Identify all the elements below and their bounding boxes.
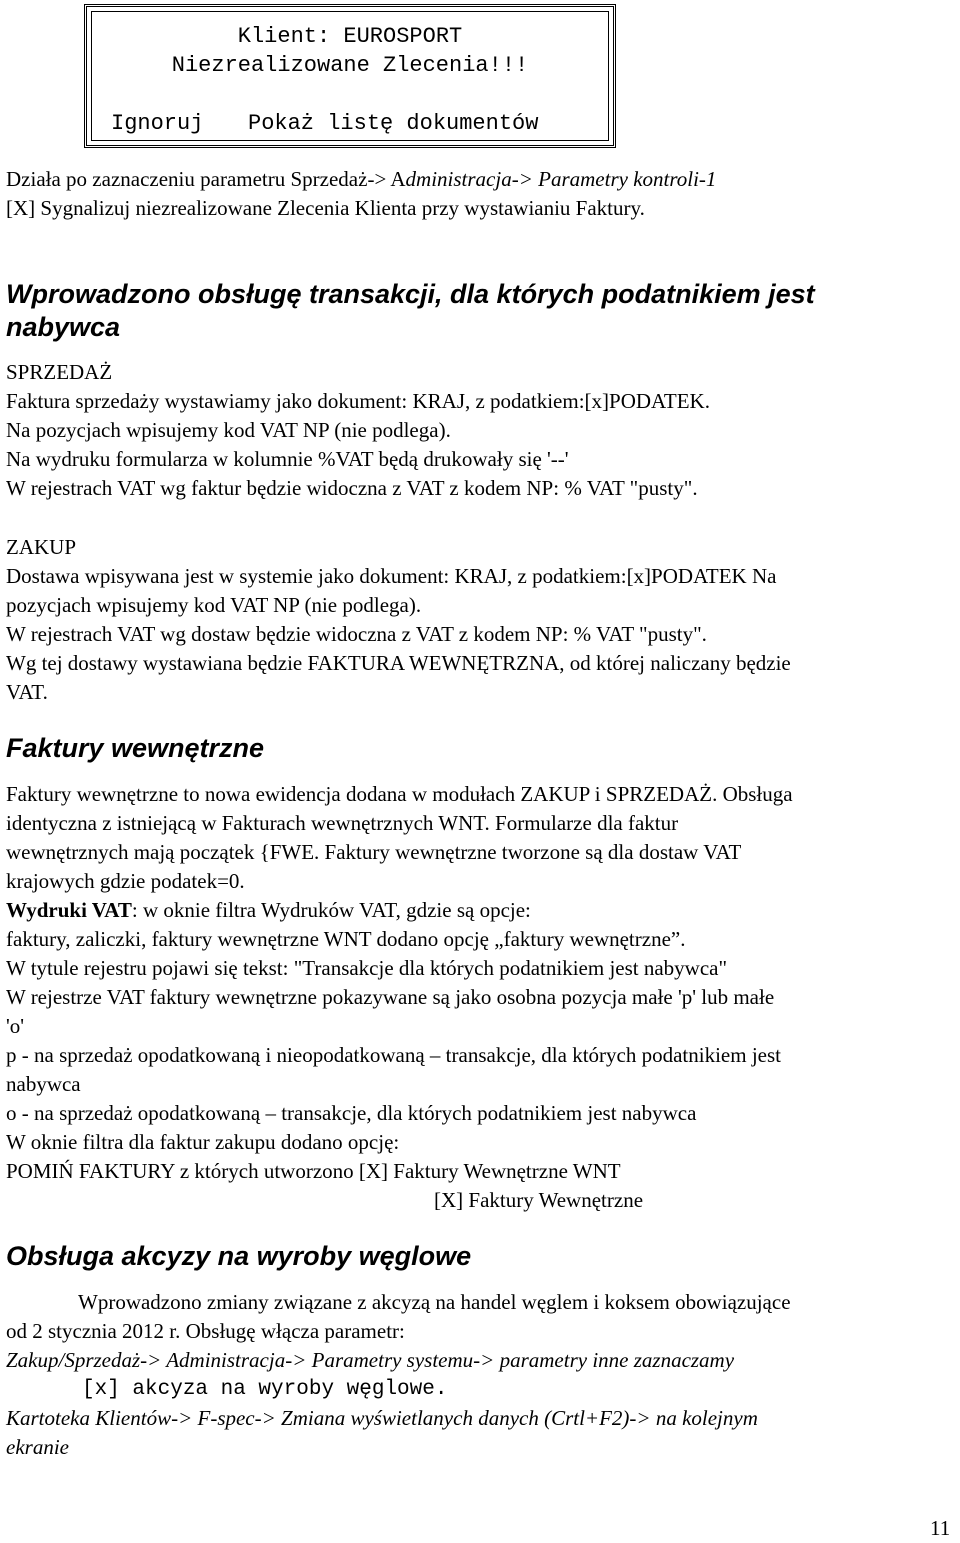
sale-label: SPRZEDAŻ (6, 360, 113, 384)
purchase-line: pozycjach wpisujemy kod VAT NP (nie podlega). (6, 593, 422, 617)
internal-line: Faktury wewnętrzne to nowa ewidencja dodana w modułach ZAKUP i SPRZEDAŻ. Obsługa (6, 782, 793, 806)
dialog-title-warning: Niezrealizowane Zlecenia!!! (171, 53, 529, 78)
dialog-box (84, 4, 616, 148)
internal-line: POMIŃ FAKTURY z których utworzono [X] Faktury Wewnętrzne WNT (6, 1159, 621, 1183)
page-number: 11 (930, 1516, 951, 1540)
sale-line: W rejestrach VAT wg faktur będzie widoczna z VAT z kodem NP: % VAT "pusty". (6, 476, 698, 500)
excise-customer-path: Kartoteka Klientów-> F-spec-> Zmiana wyświetlanych danych (Crtl+F2)-> na kolejnym (6, 1406, 758, 1430)
ignore-button[interactable]: Ignoruj (111, 111, 204, 136)
internal-line: o - na sprzedaż opodatkowaną – transakcje, dla których podatnikiem jest nabywca (6, 1101, 697, 1125)
internal-line: nabywca (6, 1072, 81, 1096)
intro-line-1 (6, 165, 716, 194)
excise-line: od 2 stycznia 2012 r. Obsługę włącza parametr: (6, 1319, 405, 1343)
excise-checkbox-option: [x] akcyza na wyroby węglowe. (82, 1378, 448, 1401)
excise-param-path: Zakup/Sprzedaż-> Administracja-> Parametry systemu-> parametry inne zaznaczamy (6, 1348, 735, 1372)
show-documents-button[interactable]: Pokaż listę dokumentów (248, 111, 539, 136)
dialog-title-client: Klient: EUROSPORT (237, 24, 463, 49)
excise-customer-path-cont: ekranie (6, 1435, 69, 1459)
internal-line: wewnętrznych mają początek {FWE. Faktury wewnętrzne tworzone są dla dostaw VAT (6, 840, 742, 864)
internal-line: W tytule rejestru pojawi się tekst: "Transakcje dla których podatnikiem jest nabywca" (6, 956, 728, 980)
purchase-line: W rejestrach VAT wg dostaw będzie widoczna z VAT z kodem NP: % VAT "pusty". (6, 622, 707, 646)
sale-line: Na wydruku formularza w kolumnie %VAT będą drukowały się '--' (6, 447, 569, 471)
intro-line-2: [X] Sygnalizuj niezrealizowane Zlecenia Klienta przy wystawianiu Faktury. (6, 196, 645, 220)
internal-line: p - na sprzedaż opodatkowaną i nieopodatkowaną – transakcje, dla których podatnikiem jest (6, 1043, 781, 1067)
internal-line: identyczna z istniejącą w Fakturach wewnętrznych WNT. Formularze dla faktur (6, 811, 679, 835)
section-heading-internal-invoices: Faktury wewnętrzne (6, 733, 265, 763)
purchase-line: Dostawa wpisywana jest w systemie jako dokument: KRAJ, z podatkiem:[x]PODATEK Na (6, 564, 777, 588)
vat-prints-text: : w oknie filtra Wydruków VAT, gdzie są opcje: (131, 898, 531, 922)
internal-line: W rejestrze VAT faktury wewnętrzne pokazywane są jako osobna pozycja małe 'p' lub małe (6, 985, 775, 1009)
vat-prints-label: Wydruki VAT (6, 898, 132, 922)
intro-param-path-italic: dministracja-> Parametry kontroli-1 (405, 167, 717, 191)
internal-line: W oknie filtra dla faktur zakupu dodano opcję: (6, 1130, 400, 1154)
purchase-label: ZAKUP (6, 535, 77, 559)
internal-line: krajowych gdzie podatek=0. (6, 869, 245, 893)
section-heading-excise: Obsługa akcyzy na wyroby węglowe (6, 1241, 472, 1271)
excise-line: Wprowadzono zmiany związane z akcyzą na handel węglem i koksem obowiązujące (78, 1290, 791, 1314)
intro-param-path: Działa po zaznaczeniu parametru Sprzedaż-> A (6, 167, 406, 191)
purchase-line: Wg tej dostawy wystawiana będzie FAKTURA WEWNĘTRZNA, od której naliczany będzie (6, 651, 791, 675)
internal-line: faktury, zaliczki, faktury wewnętrzne WNT dodano opcję „faktury wewnętrzne”. (6, 927, 686, 951)
section-heading-transactions-cont: nabywca (6, 312, 121, 342)
sale-line: Na pozycjach wpisujemy kod VAT NP (nie podlega). (6, 418, 451, 442)
sale-line: Faktura sprzedaży wystawiamy jako dokument: KRAJ, z podatkiem:[x]PODATEK. (6, 389, 710, 413)
vat-prints-line (6, 896, 531, 925)
section-heading-transactions: Wprowadzono obsługę transakcji, dla których podatnikiem jest (6, 279, 815, 309)
internal-line-indented: [X] Faktury Wewnętrzne (434, 1188, 644, 1212)
internal-line: 'o' (6, 1014, 25, 1038)
purchase-line: VAT. (6, 680, 48, 704)
